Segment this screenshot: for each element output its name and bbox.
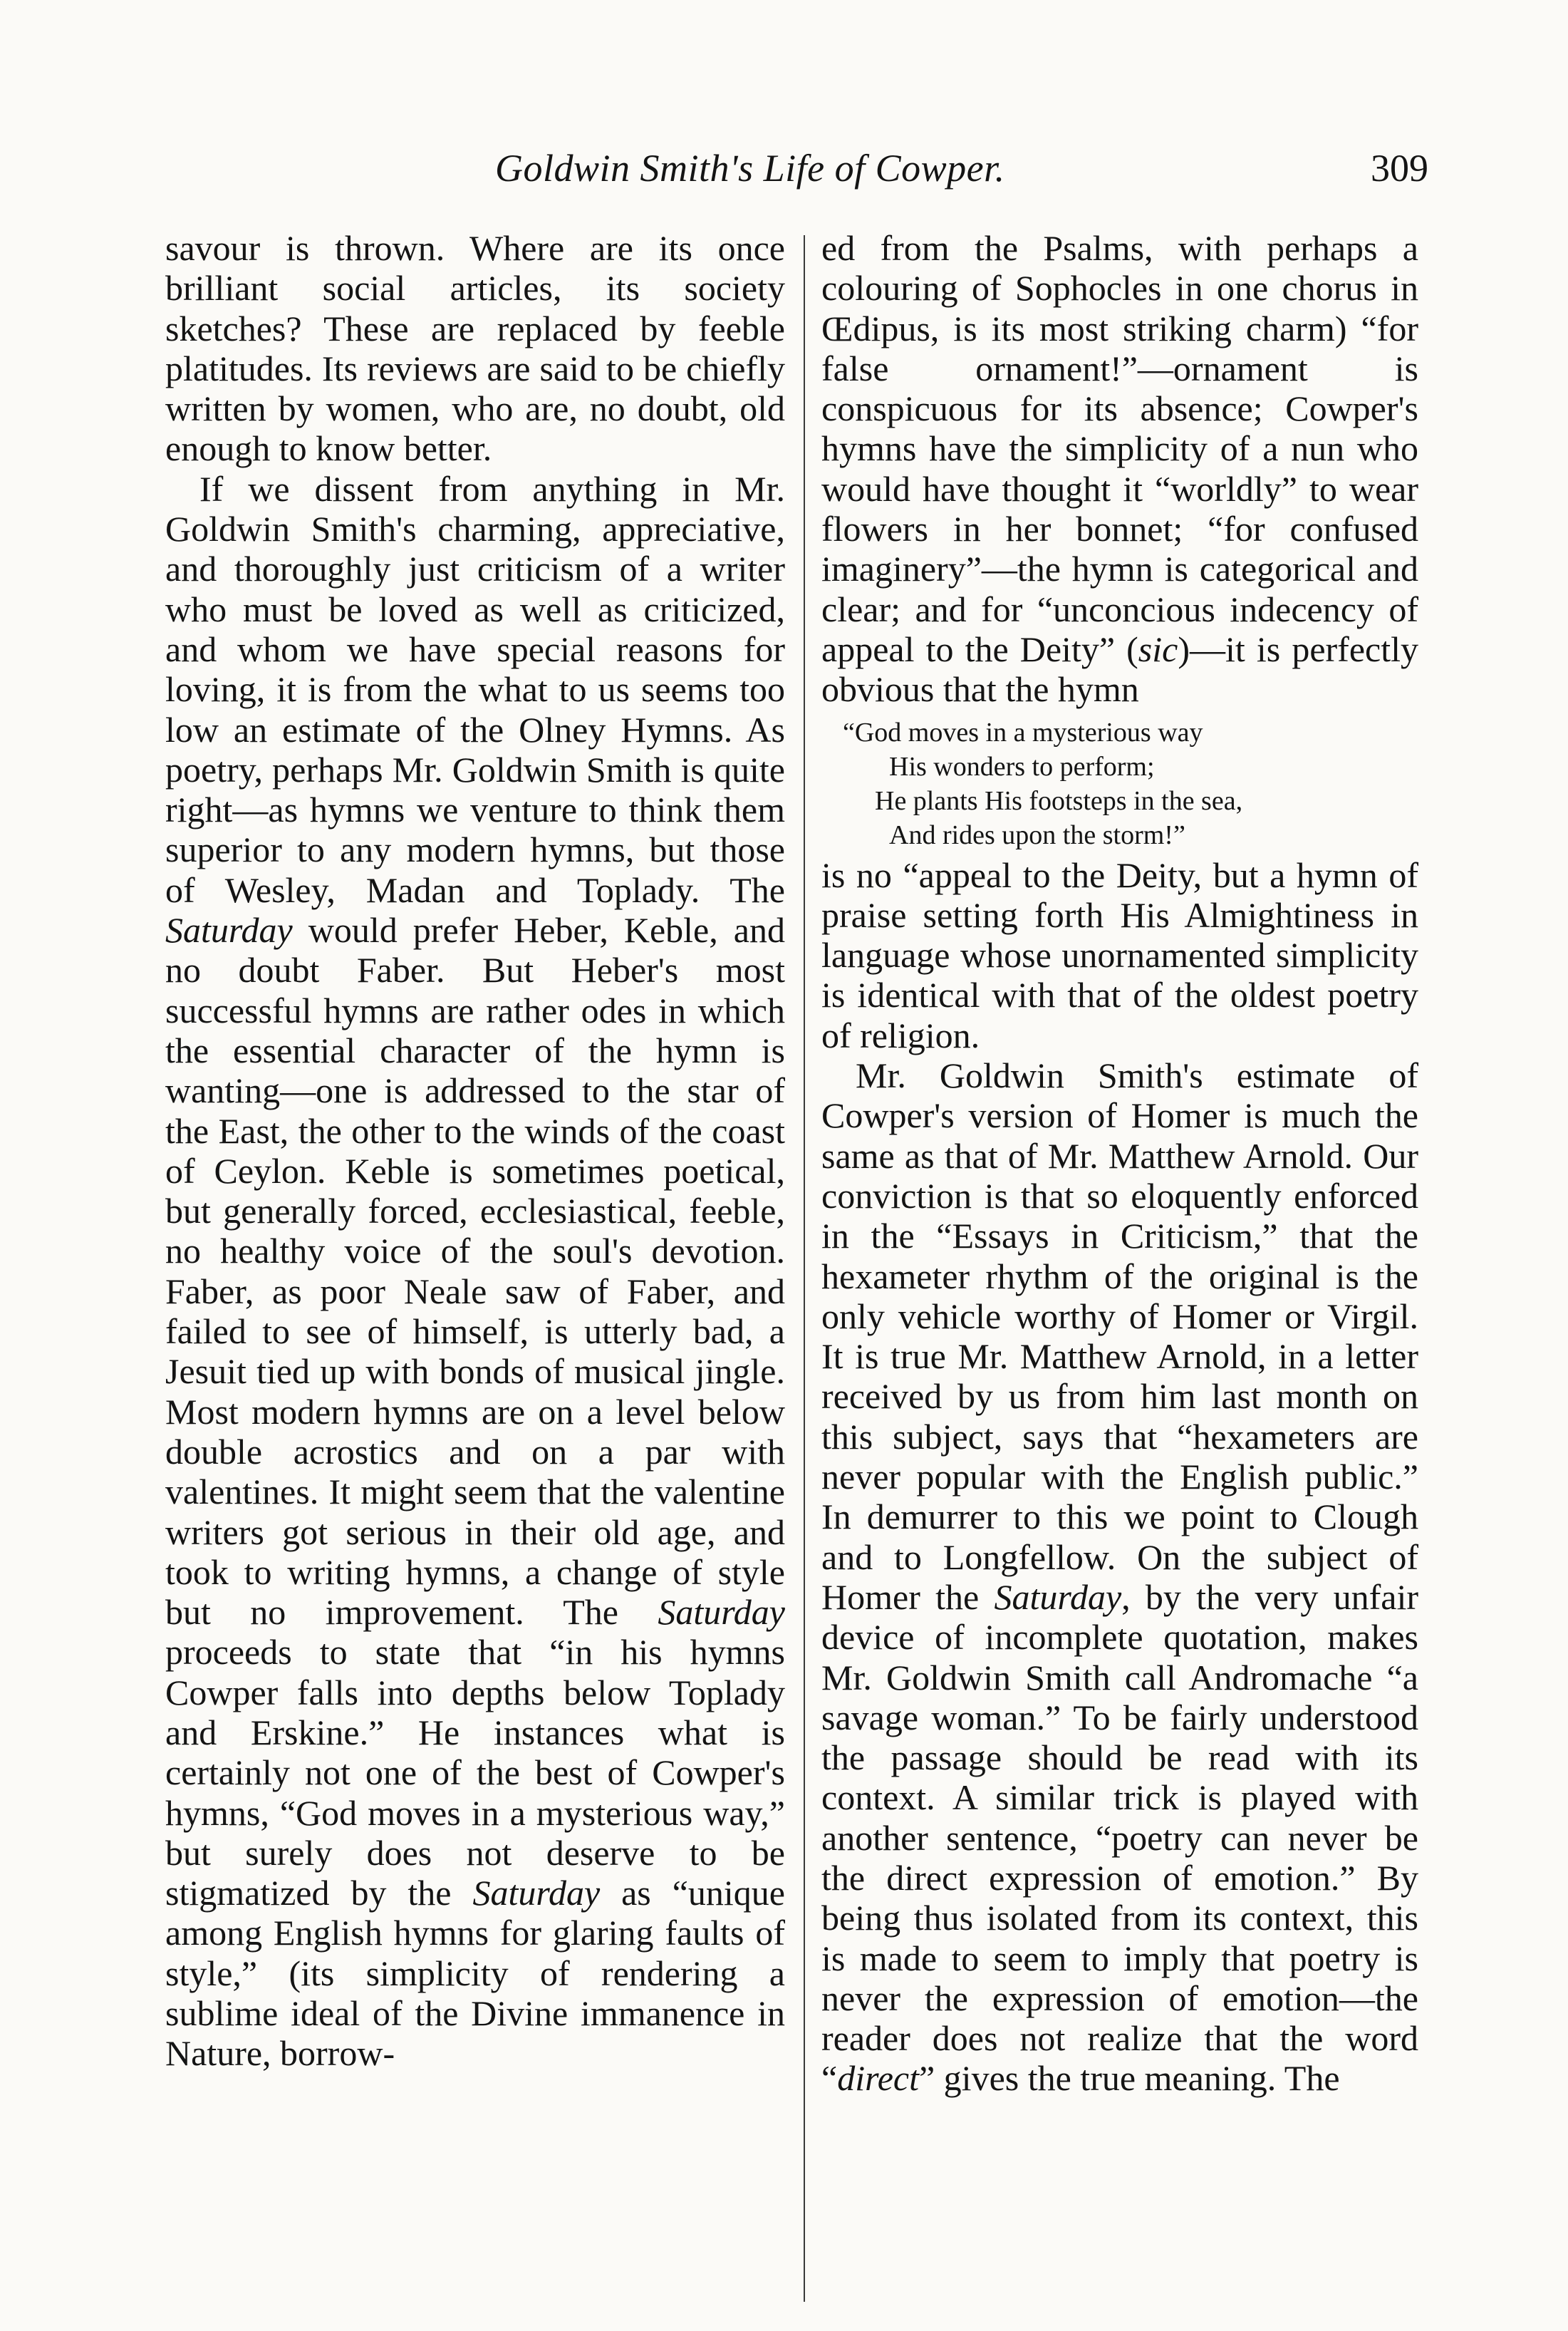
italic-saturday: Saturday [165,910,293,951]
poem-line: He plants His footsteps in the sea, [875,785,1243,816]
paragraph-continuation: savour is thrown. Where are its once brilliant social articles, its society sketches? These are replaced by feeble platitudes. Its reviews are said to be chiefly written by women, who are, no doubt, old enough to know better. [165,228,785,469]
poem-line: “God moves in a mysterious way [843,717,1203,748]
italic-saturday: Saturday [994,1576,1122,1617]
italic-saturday: Saturday [472,1873,601,1913]
italic-direct: direct [837,2058,919,2099]
italic-saturday: Saturday [658,1592,785,1633]
page-number: 309 [1371,147,1428,190]
left-column [165,228,785,2074]
italic-sic: sic [1138,629,1178,669]
running-title: Goldwin Smith's Life of Cowper. [495,147,1005,190]
paragraph-homer: Mr. Goldwin Smith's estimate of Cowper's version of Homer is much the same as that of Mr. Matthew Arnold. Our conviction is that so eloquently enforced in the “Essays in Criticism,” that the hexameter rhythm of the original is the only vehicle worthy of Homer or Virgil. It is true Mr. Matthew Arnold, in a letter received by us from him last month on this subject, says that “hexameters are never popular with the English public.” In demurrer to this we point to Clough and to Longfellow. On the subject of Homer the Saturday, by the very unfair device of incomplete quotation, makes Mr. Goldwin Smith call Andromache “a savage woman.” To be fairly understood the passage should be read with its context. A similar trick is played with another sentence, “poetry can never be the direct expression of emotion.” By being thus isolated from its context, this is made to seem to imply that poetry is never the expression of emotion—the reader does not realize that the word “direct” gives the true meaning. The [821,1055,1418,2099]
poem-line: His wonders to perform; [889,751,1155,782]
hymn-quotation [821,715,1418,852]
right-column [821,228,1418,2099]
page-header [160,146,1428,210]
paragraph-appeal: is no “appeal to the Deity, but a hymn of praise setting forth His Almightiness in language whose unornamented simplicity is identical with that of the oldest poetry of religion. [821,854,1418,1055]
column-divider [804,235,805,2302]
poem-line: And rides upon the storm!” [889,820,1185,850]
paragraph-olney-hymns: If we dissent from anything in Mr. Goldwin Smith's charming, appreciative, and thoroughly just criticism of a writer who must be loved as well as criticized, and whom we have special reasons for loving, it is from the what to us seems too low an estimate of the Olney Hymns. As poetry, perhaps Mr. Goldwin Smith is quite right—as hymns we venture to think them superior to any modern hymns, but those of Wesley, Madan and Toplady. The Saturday would prefer Heber, Keble, and no doubt Faber. But Heber's most successful hymns are rather odes in which the essential character of the hymn is wanting—one is addressed to the star of the East, the other to the winds of the coast of Ceylon. Keble is sometimes poetical, but generally forced, ecclesiastical, feeble, no healthy voice of the soul's devotion. Faber, as poor Neale saw of Faber, and failed to see of himself, is utterly bad, a Jesuit tied up with bonds of musical jingle. Most modern hymns are on a level below double acrostics and on a par with valentines. It might seem that the valentine writers got serious in their old age, and took to writing hymns, a change of style but no improvement. The Saturday proceeds to state that “in his hymns Cowper falls into depths below Toplady and Erskine.” He instances what is certainly not one of the best of Cowper's hymns, “God moves in a mysterious way,” but surely does not deserve to be stigmatized by the Saturday as “unique among English hymns for glaring faults of style,” (its simplicity of rendering a sublime ideal of the Divine immanence in Nature, borrow- [165,468,786,2074]
paragraph-psalms: ed from the Psalms, with perhaps a colouring of Sophocles in one chorus in Œdipus, is its most striking charm) “for false ornament!”—ornament is conspicuous for its absence; Cowper's hymns have the simplicity of a nun who would have thought it “worldly” to wear flowers in her bonnet; “for confused imaginery”—the hymn is categorical and clear; and for “unconcious indecency of appeal to the Deity” (sic)—it is perfectly obvious that the hymn [821,228,1418,710]
